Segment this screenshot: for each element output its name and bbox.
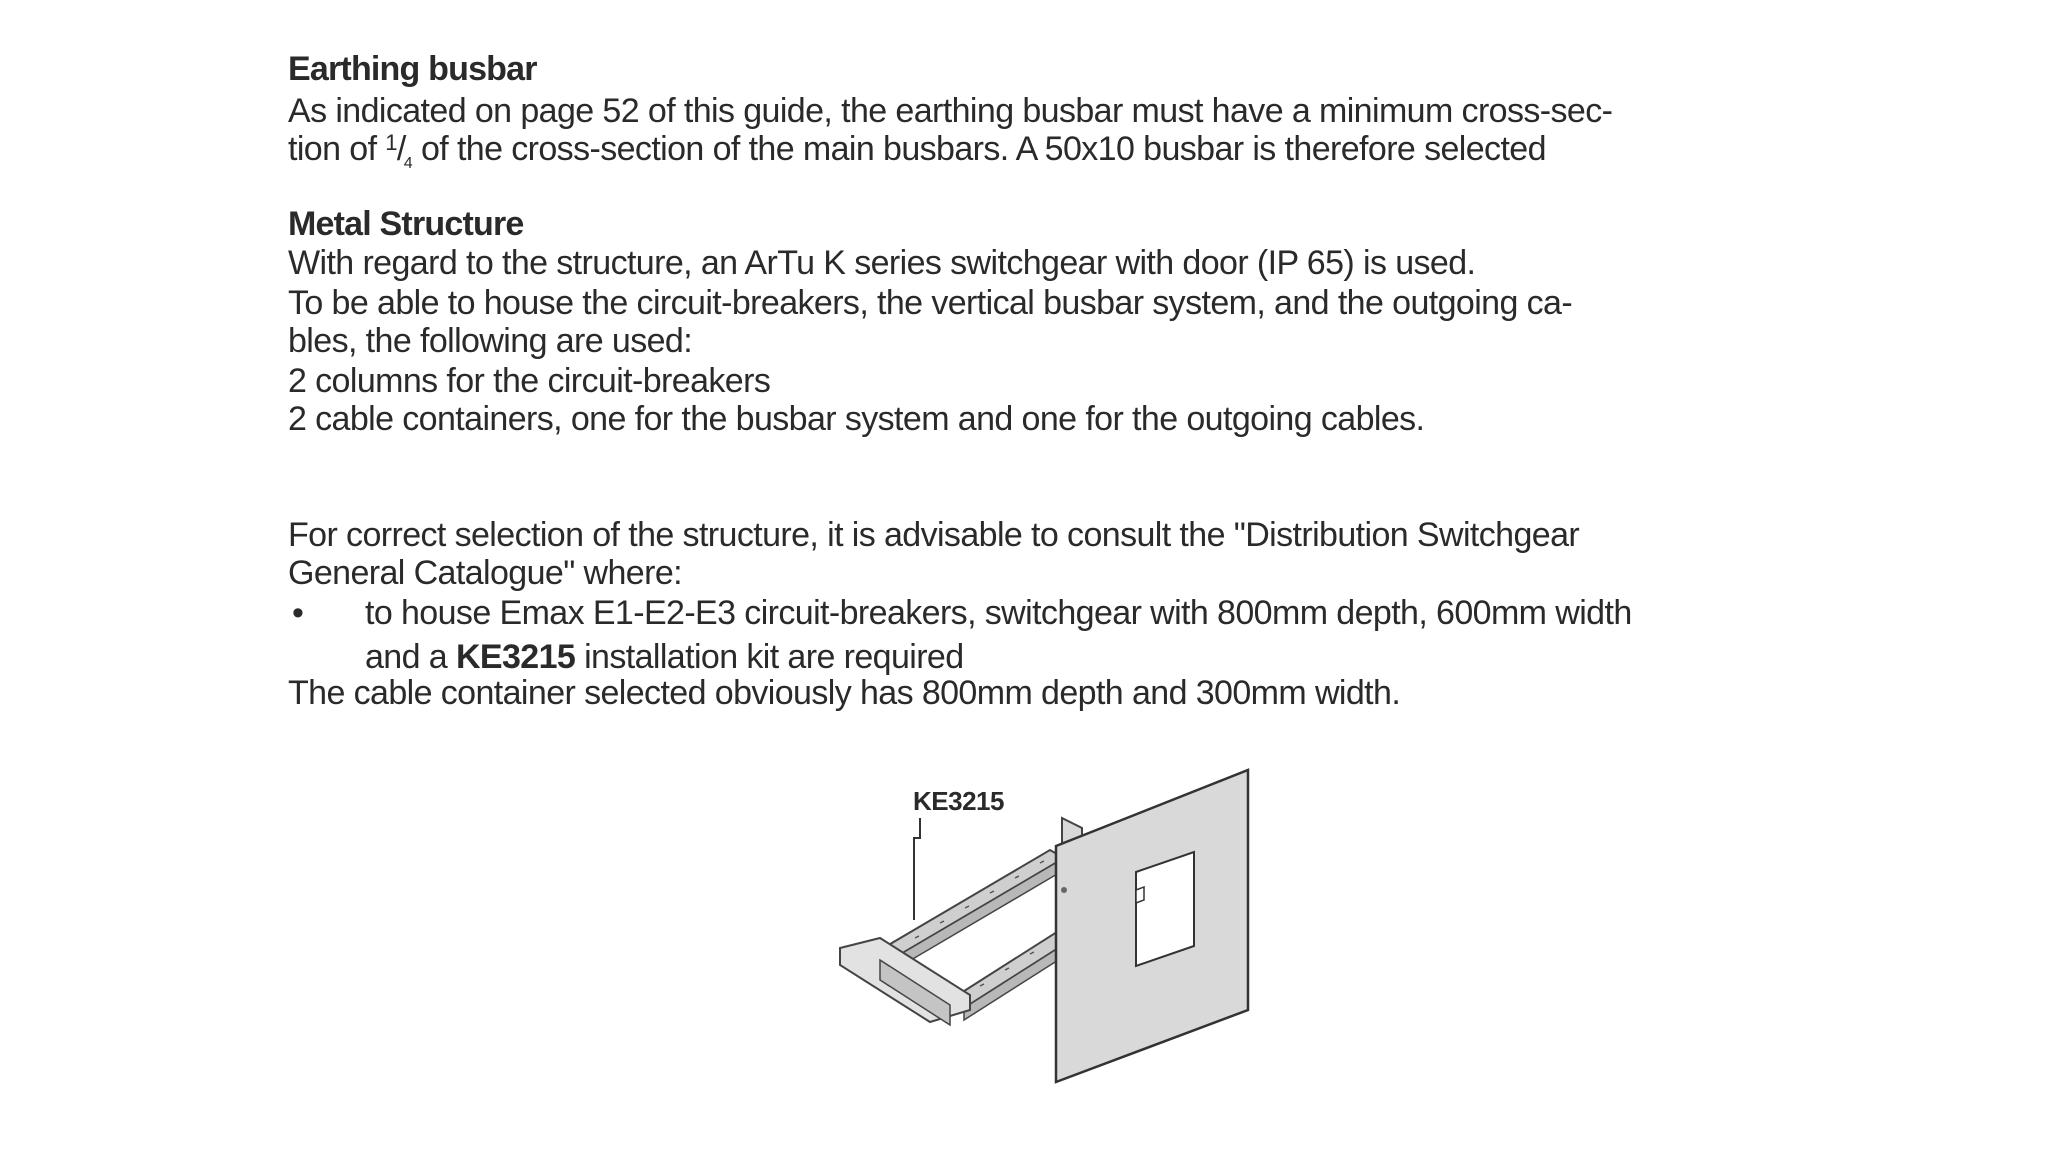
metal-line-2: To be able to house the circuit-breakers, the vertical busbar system, and the outgoing ca-: [288, 284, 1573, 322]
metal-heading: Metal Structure: [288, 205, 524, 243]
earthing-line-2-post: of the cross-section of the main busbars. A 50x10 busbar is therefore selected: [412, 130, 1546, 168]
bullet-line-1: to house Emax E1-E2-E3 circuit-breakers, switchgear with 800mm depth, 600mm width: [365, 594, 1632, 632]
cutout-tab: [1136, 887, 1144, 903]
metal-line-4: 2 columns for the circuit-breakers: [288, 362, 771, 400]
figure-label: KE3215: [913, 786, 1004, 816]
bullet-line-2: [365, 638, 964, 676]
earthing-line-1: As indicated on page 52 of this guide, the earthing busbar must have a minimum cross-sec-: [288, 92, 1613, 130]
selection-line-1: For correct selection of the structure, it is advisable to consult the "Distribution Switchgear: [288, 516, 1580, 554]
leader-line: [914, 818, 920, 920]
earthing-line-2: tion of $^1/_4$ of the cross-section of the main busbars. A 50x10 busbar is therefore selected: [288, 130, 1546, 172]
metal-line-5: 2 cable containers, one for the busbar system and one for the outgoing cables.: [288, 400, 1425, 438]
bullet-dot: •: [292, 594, 304, 632]
panel-screw: [1061, 887, 1067, 893]
metal-line-1: With regard to the structure, an ArTu K series switchgear with door (IP 65) is used.: [288, 244, 1476, 282]
bullet-line-2-pre: and a: [365, 638, 456, 676]
upper-rail: [880, 850, 1064, 958]
metal-line-3: bles, the following are used:: [288, 322, 693, 360]
panel-cutout: [1136, 852, 1194, 966]
bullet-line-2-post: installation kit are required: [575, 638, 964, 676]
fraction-denominator: 4: [403, 155, 413, 172]
installation-kit-drawing: [820, 760, 1260, 1090]
kit-code-bold: KE3215: [455, 638, 576, 676]
closing-line: The cable container selected obviously has 800mm depth and 300mm width.: [288, 674, 1401, 712]
earthing-line-2-pre: tion of: [288, 130, 386, 168]
fraction-numerator: 1: [385, 130, 397, 155]
earthing-heading: Earthing busbar: [288, 50, 537, 88]
selection-line-2: General Catalogue" where:: [288, 554, 682, 592]
